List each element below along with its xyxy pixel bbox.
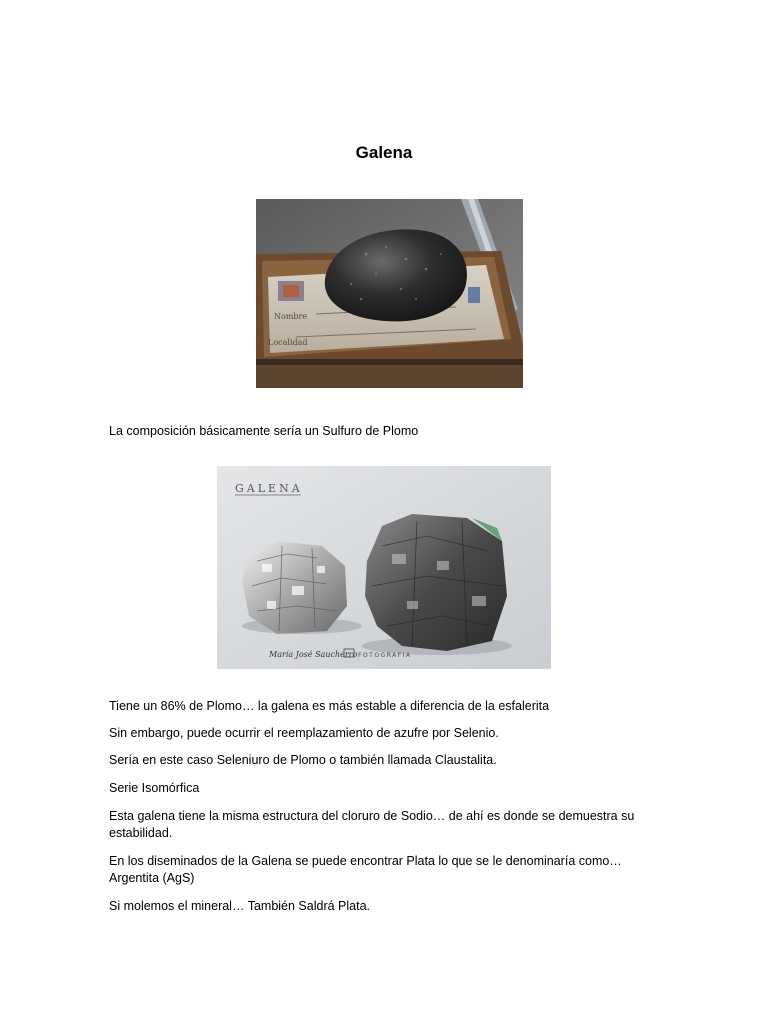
paragraph-claustalita: Sería en este caso Seleniuro de Plomo o también llamada Claustalita.	[109, 753, 497, 767]
photo-caption: GALENA	[235, 482, 303, 495]
intro-paragraph: La composición básicamente sería un Sulfuro de Plomo	[109, 424, 419, 438]
photographer-studio: FOTOGRAFIA	[358, 652, 412, 659]
paragraph-sodium-chloride-structure: Esta galena tiene la misma estructura del cloruro de Sodio… de ahí es donde se demuestra su estabilidad.	[109, 809, 635, 840]
specimen-label-nombre: Nombre	[274, 312, 308, 321]
paragraph-isomorphic-series: Serie Isomórfica	[109, 781, 200, 795]
specimen-box-photo	[256, 199, 523, 388]
page-title: Galena	[355, 143, 413, 162]
paragraph-lead-content: Tiene un 86% de Plomo… la galena es más estable a diferencia de la esfalerita	[109, 699, 550, 713]
paragraph-silver: Si molemos el mineral… También Saldrá Plata.	[109, 899, 370, 913]
specimen-label-localidad: Localidad	[268, 338, 308, 347]
paragraph-selenium-replacement: Sin embargo, puede ocurrir el reemplazamiento de azufre por Selenio.	[109, 726, 499, 740]
paragraph-argentita: En los diseminados de la Galena se puede encontrar Plata lo que se le denominaría como… Argentita (AgS)	[109, 854, 622, 885]
galena-crystals-photo	[217, 466, 551, 669]
galena-crystals-illustration	[217, 466, 551, 669]
photographer-signature: María José Saucherro	[269, 650, 358, 659]
specimen-box-illustration	[256, 199, 523, 388]
